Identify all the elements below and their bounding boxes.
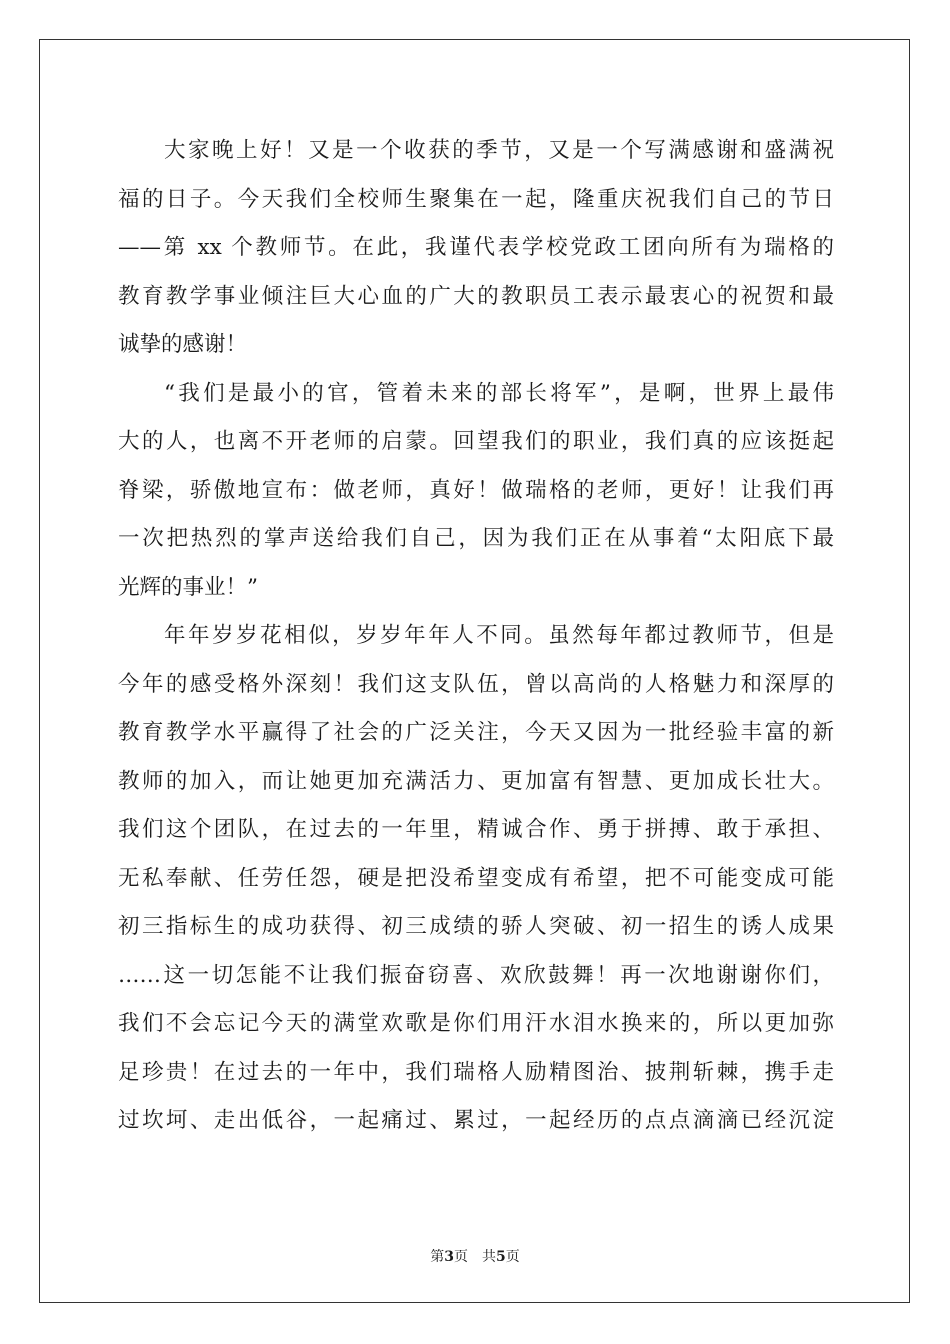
- page-number-label: [430, 1249, 468, 1265]
- paragraph-1-line-3: ——第 xx 个教师节。在此，我谨代表学校党政工团向所有为瑞格的: [118, 235, 834, 260]
- document-body: [118, 127, 834, 1146]
- paragraph-3-line-1: 年年岁岁花相似，岁岁年年人不同。虽然每年都过教师节，但是: [164, 623, 834, 648]
- paragraph-3-line-6: 无私奉献、任劳任怨，硬是把没希望变成有希望，把不可能变成可能: [118, 865, 834, 891]
- paragraph-1-line-5: 诚挚的感谢！: [118, 332, 248, 357]
- paragraph-2-line-2: 大的人，也离不开老师的启蒙。回望我们的职业，我们真的应该挺起: [118, 429, 834, 454]
- paragraph-2-line-3: 脊梁，骄傲地宣布：做老师，真好！做瑞格的老师，更好！让我们再: [118, 477, 834, 503]
- total-pages-label: [482, 1249, 520, 1265]
- page-suffix: 页: [454, 1249, 468, 1265]
- page-number: 3: [444, 1249, 454, 1265]
- page-prefix: 第: [430, 1249, 445, 1265]
- paragraph-3-line-9: 我们不会忘记今天的满堂欢歌是你们用汗水泪水换来的，所以更加弥: [118, 1011, 834, 1036]
- paragraph-1-line-2: 福的日子。今天我们全校师生聚集在一起，隆重庆祝我们自己的节日: [118, 186, 834, 212]
- paragraph-3-line-5: 我们这个团队，在过去的一年里，精诚合作、勇于拼搏、敢于承担、: [118, 817, 834, 842]
- paragraph-2-line-4: 一次把热烈的掌声送给我们自己，因为我们正在从事着“太阳底下最: [118, 526, 834, 551]
- paragraph-3-line-8: ……这一切怎能不让我们振奋窃喜、欢欣鼓舞！再一次地谢谢你们，: [118, 962, 834, 988]
- paragraph-3-line-10: 足珍贵！在过去的一年中，我们瑞格人励精图治、披荆斩棘，携手走: [118, 1059, 834, 1085]
- paragraph-2-line-1: “我们是最小的官，管着未来的部长将军”，是啊，世界上最伟: [164, 380, 834, 406]
- total-pages: 5: [496, 1249, 506, 1265]
- paragraph-3-line-4: 教师的加入，而让她更加充满活力、更加富有智慧、更加成长壮大。: [118, 768, 834, 794]
- paragraph-1-line-1: 大家晚上好！又是一个收获的季节，又是一个写满感谢和盛满祝: [164, 138, 834, 163]
- total-prefix: 共: [482, 1249, 496, 1265]
- paragraph-3-line-2: 今年的感受格外深刻！我们这支队伍，曾以高尚的人格魅力和深厚的: [118, 671, 834, 697]
- paragraph-3-line-7: 初三指标生的成功获得、初三成绩的骄人突破、初一招生的诱人成果: [118, 914, 834, 939]
- paragraph-1-line-4: 教育教学事业倾注巨大心血的广大的教职员工表示最衷心的祝贺和最: [118, 283, 834, 309]
- paragraph-3-line-11: 过坎坷、走出低谷，一起痛过、累过，一起经历的点点滴滴已经沉淀: [118, 1108, 834, 1133]
- total-suffix: 页: [505, 1249, 520, 1265]
- page-footer: [0, 1247, 950, 1267]
- paragraph-2-line-5: 光辉的事业！”: [118, 574, 258, 600]
- paragraph-3-line-3: 教育教学水平赢得了社会的广泛关注，今天又因为一批经验丰富的新: [118, 720, 834, 745]
